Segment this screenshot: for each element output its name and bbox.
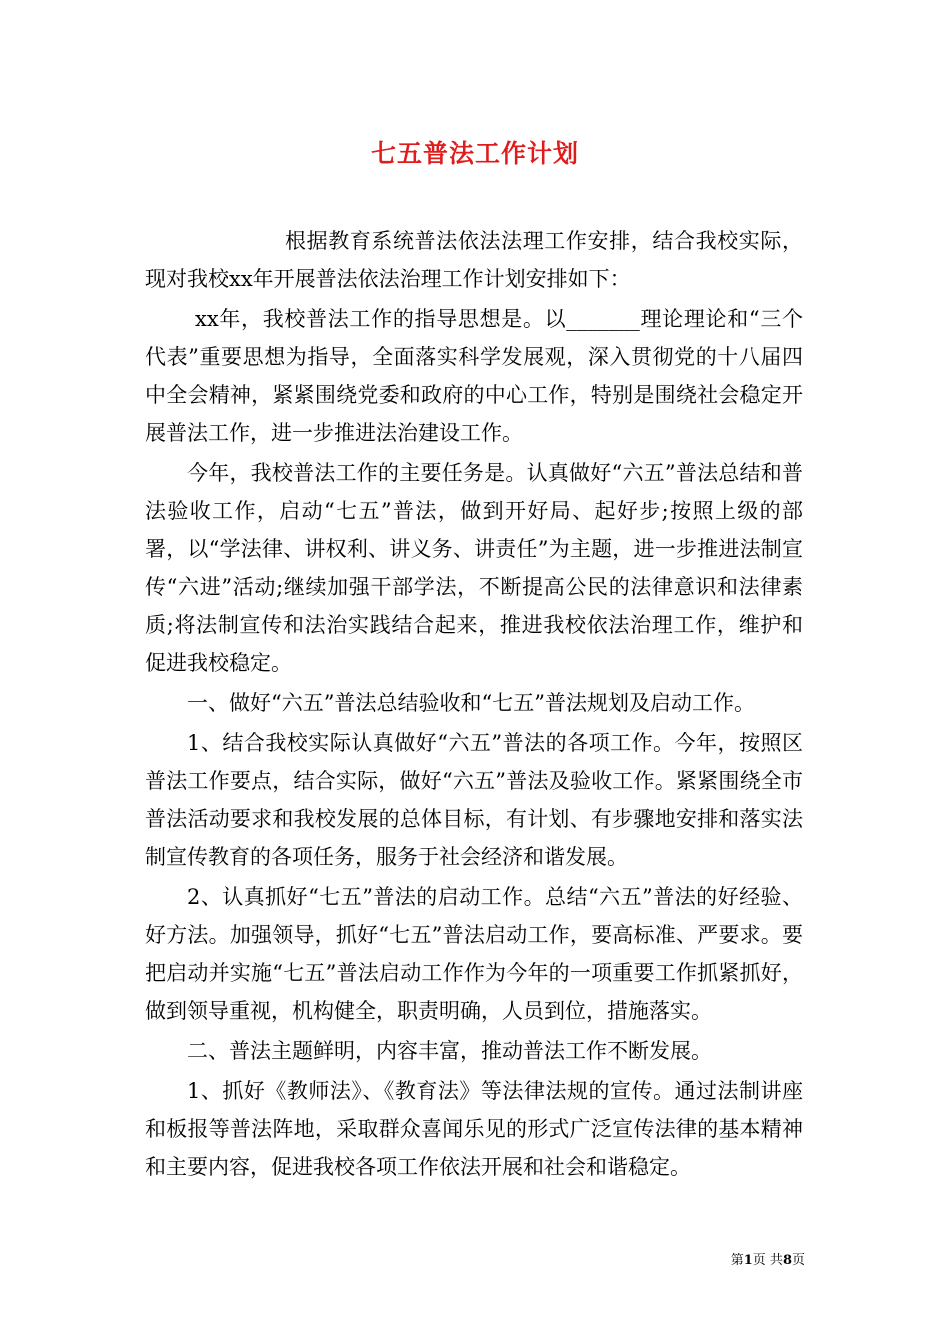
footer-suffix: 页: [791, 1253, 805, 1268]
paragraph-guiding-thought: xx年，我校普法工作的指导思想是。以_______理论理论和“三个代表”重要思想为指导，全面落实科学发展观，深入贯彻党的十八届四中全会精神，紧紧围绕党委和政府的中心工作，特别是围绕社会稳定开展普法工作，进一步推进法治建设工作。: [145, 307, 803, 445]
footer-total-pages: 8: [782, 1253, 792, 1268]
section-heading-2: 二、普法主题鲜明，内容丰富，推动普法工作不断发展。: [187, 1039, 712, 1063]
paragraph-item-1-2: 2、认真抓好“七五”普法的启动工作。总结“六五”普法的好经验、好方法。加强领导，抓好“七五”普法启动工作，要高标准、严要求。要把启动并实施“七五”普法启动工作作为今年的一项重要工作抓紧抓好，做到领导重视，机构健全，职责明确，人员到位，措施落实。: [145, 885, 803, 1023]
page-footer: [731, 1249, 805, 1268]
paragraph-item-2-1: 1、抓好《教师法》、《教育法》等法律法规的宣传。通过法制讲座和板报等普法阵地，采取群众喜闻乐见的形式广泛宣传法律的基本精神和主要内容，促进我校各项工作依法开展和社会和谐稳定。: [145, 1079, 803, 1179]
paragraph-intro: 根据教育系统普法依法法理工作安排，结合我校实际，现对我校xx年开展普法依法治理工作计划安排如下：: [145, 229, 803, 291]
footer-current-page: 1: [743, 1253, 753, 1268]
footer-middle: 页 共: [752, 1253, 783, 1268]
paragraph-item-1-1: 1、结合我校实际认真做好“六五”普法的各项工作。今年，按照区普法工作要点，结合实际，做好“六五”普法及验收工作。紧紧围绕全市普法活动要求和我校发展的总体目标，有计划、有步骤地安排和落实法制宣传教育的各项任务，服务于社会经济和谐发展。: [145, 731, 803, 869]
document-title: 七五普法工作计划: [370, 139, 579, 168]
section-heading-1: 一、做好“六五”普法总结验收和“七五”普法规划及启动工作。: [187, 691, 755, 715]
document-body: [145, 222, 803, 1188]
footer-prefix: 第: [730, 1253, 744, 1268]
paragraph-main-tasks: 今年，我校普法工作的主要任务是。认真做好“六五”普法总结和普法验收工作，启动“七五”普法，做到开好局、起好步;按照上级的部署，以“学法律、讲权利、讲义务、讲责任”为主题，进一步推进法制宣传“六进”活动;继续加强干部学法，不断提高公民的法律意识和法律素质;将法制宣传和法治实践结合起来，推进我校依法治理工作，维护和促进我校稳定。: [145, 461, 803, 675]
